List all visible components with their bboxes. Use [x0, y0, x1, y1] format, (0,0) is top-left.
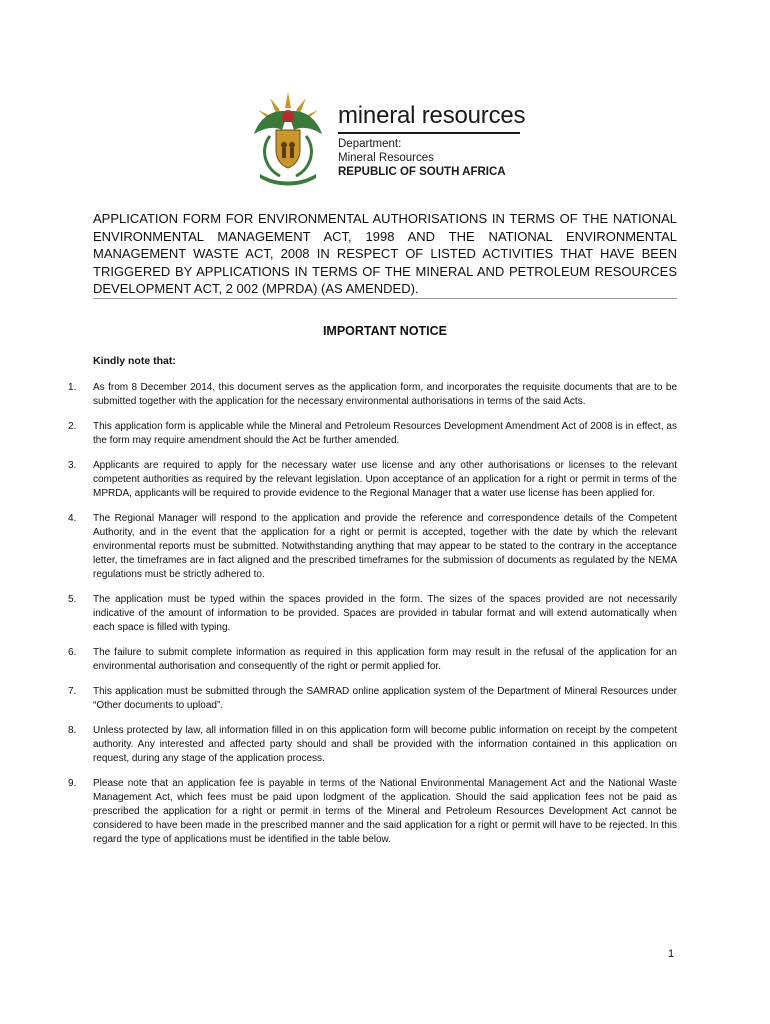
coat-of-arms-icon — [246, 90, 330, 186]
item-number: 9. — [68, 778, 77, 789]
list-item — [0, 685, 770, 713]
item-number: 2. — [68, 421, 77, 432]
item-text: The failure to submit complete information as required in this application form may result in the refusal of the application for an environmental authorisation and consequently of the right or permit applied for. — [93, 647, 677, 672]
brand-title: mineral resources — [338, 102, 526, 129]
item-text: Applicants are required to apply for the necessary water use license and any other authorisations or licenses to the relevant competent authorities as required by the relevant legislation. Upon acceptance of an application for a right or permit in terms of the MPRDA, applicants will be required to provide evidence to the Regional Manager that a water use license has been applied for. — [93, 460, 677, 499]
item-text: This application must be submitted through the SAMRAD online application system of the Department of Mineral Resources under “Other documents to upload”. — [93, 686, 677, 711]
item-text: Please note that an application fee is payable in terms of the National Environmental Management Act and the National Waste Management Act, which fees must be paid upon lodgment of the application. Should the said application fees not be paid as prescribed the application for a right or permit in terms of the Mineral and Petroleum Resources Development Act cannot be considered to have been made in the prescribed manner and the said application for a right or permit will have to be rejected. In this regard the type of applications must be identified in the table below. — [93, 778, 677, 845]
item-text: As from 8 December 2014, this document serves as the application form, and incorporates the requisite documents that are to be submitted together with the application for the necessary environmental authorisations in terms of the said Acts. — [93, 382, 677, 407]
notice-list — [0, 381, 770, 858]
item-number: 1. — [68, 382, 77, 393]
list-item — [0, 420, 770, 448]
country-name: REPUBLIC OF SOUTH AFRICA — [338, 166, 506, 178]
item-text: This application form is applicable while the Mineral and Petroleum Resources Development Amendment Act of 2008 is in effect, as the form may require amendment should the Act be further amended. — [93, 421, 677, 446]
item-text: The application must be typed within the spaces provided in the form. The sizes of the spaces provided are not necessarily indicative of the amount of information to be provided. Spaces are provided in tabular format and will extend automatically when each space is filled with typing. — [93, 594, 677, 633]
notice-heading: IMPORTANT NOTICE — [322, 324, 448, 338]
list-item — [0, 724, 770, 766]
page-number: 1 — [668, 948, 675, 960]
item-number: 7. — [68, 686, 77, 697]
department-name: Mineral Resources — [338, 152, 434, 164]
item-number: 6. — [68, 647, 77, 658]
document-title: APPLICATION FORM FOR ENVIRONMENTAL AUTHORISATIONS IN TERMS OF THE NATIONAL ENVIRONMENTAL MANAGEMENT ACT, 1998 AND THE NATIONAL ENVIRONMENTAL MANAGEMENT WASTE ACT, 2008 IN RESPECT OF LISTED ACTIVITIES THAT HAVE BEEN TRIGGERED BY APPLICATIONS IN TERMS OF THE MINERAL AND PETROLEUM RESOURCES DEVELOPMENT ACT, 2 002 (MPRDA) (AS AMENDED). — [93, 211, 677, 296]
department-logo — [240, 88, 540, 188]
list-item — [0, 459, 770, 501]
title-divider — [93, 298, 677, 299]
list-item — [0, 646, 770, 674]
list-item — [0, 593, 770, 635]
department-label: Department: — [338, 138, 402, 150]
item-text: The Regional Manager will respond to the application and provide the reference and correspondence details of the Competent Authority, and in the event that the application for a right or permit is accepted, together with the date by which the relevant environmental reports must be submitted. Notwithstanding anything that may appear to be stated to the contrary in the acceptance letter, the timeframes are in fact aligned and the prescribed timeframes for the submission of documents as regulated by the NEMA regulations must be strictly adhered to. — [93, 513, 677, 580]
kindly-note-label: Kindly note that: — [93, 355, 176, 367]
item-number: 8. — [68, 725, 77, 736]
item-text: Unless protected by law, all information filled in on this application form will become public information on receipt by the competent authority. Any interested and affected party should and shall be provided with the information contained in this application on request, during any stage of the application process. — [93, 725, 677, 764]
list-item — [0, 777, 770, 847]
item-number: 5. — [68, 594, 77, 605]
list-item — [0, 381, 770, 409]
item-number: 4. — [68, 513, 77, 524]
brand-divider — [338, 132, 520, 134]
item-number: 3. — [68, 460, 77, 471]
list-item — [0, 512, 770, 582]
